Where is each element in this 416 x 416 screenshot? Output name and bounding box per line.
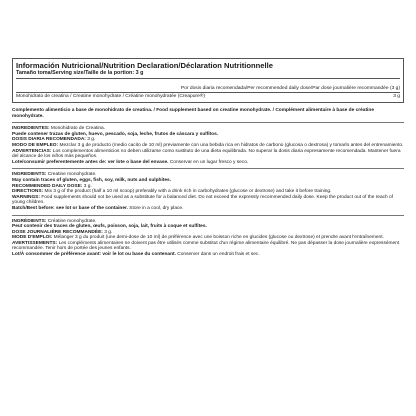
es-allergens: Puede contener trazas de gluten, huevo, pescado, soja, leche, frutos de cáscara y sulfitos. [12, 131, 219, 137]
fr-dose-heading: DOSE JOURNALIÈRE RECOMMANDÉE: [12, 229, 103, 235]
es-use-heading: MODO DE EMPLEO: [12, 142, 59, 148]
en-use: Mix 3 g of the product (half a 10 ml scoop) preferably with a drink rich in carbohydrates (glucose or dextrose) and take it before training. [43, 189, 332, 195]
es-dose: 3 g. [85, 137, 96, 143]
nutrient-row [16, 92, 400, 100]
fr-lot: Conserver dans un endroit frais et sec. [175, 252, 260, 258]
section-french [12, 215, 404, 258]
en-dose-heading: RECOMMENDED DAILY DOSE: [12, 183, 83, 189]
nutrient-value: 3 g [393, 94, 400, 99]
fr-warnings-heading: AVERTISSEMENTS: [12, 240, 58, 246]
nutrition-label [12, 58, 404, 258]
nutrition-title: Información Nutricional/Nutrition Declaration/Déclaration Nutritionnelle [16, 61, 273, 70]
fr-ingredients: Créatine monohydrate. [46, 218, 97, 224]
en-lot: Store in a cool, dry place. [127, 205, 184, 211]
es-lot-heading: Lote/consumir preferentemente antes de: ver lote o base del envase. [12, 159, 169, 165]
serving-size: Tamaño toma/Serving size/Taille de la portion: 3 g [16, 70, 400, 79]
en-use-heading: DIRECTIONS: [12, 189, 44, 195]
en-lot-heading: Batch/Best before: see lot or base of the container. [12, 205, 128, 211]
en-dose: 3 g. [82, 183, 92, 189]
nutrient-name: Monohidrato de creatina / Creatine monohydrate / Créatine monohydratée (Creapure®) [16, 94, 206, 99]
fr-allergens: Peut contenir des traces de gluten, œufs, poisson, soja, lait, fruits à coque et sulfites. [12, 224, 207, 230]
fr-use-heading: MODE D'EMPLOI: [12, 235, 53, 241]
section-english [12, 168, 404, 211]
en-warnings-heading: WARNINGS: [12, 194, 40, 200]
fr-use: Mélanger 3 g du produit (une demi-dose de 10 ml) de préférence avec une boisson riche en glucides (glucose ou dextrose) et prendre avant l'entraînement. [52, 235, 384, 241]
es-warnings: Los complementos alimenticios no deben utilizarse como sustituto de una dieta equilibrada. No superar la dosis diaria expresamente recomendada. Mantener fuera del alcance de los niños más pequeños. [12, 148, 401, 160]
es-dose-heading: DOSIS DIARIA RECOMENDADA: [12, 137, 86, 143]
fr-warnings: Les compléments alimentaires ne doivent pas être utilisés comme substitut d'un régime alimentaire équilibré. Ne pas dépasser la dose journalière expressément recommandée. Tenir hors de portée des jeunes enfants. [12, 240, 400, 252]
es-ingredients-heading: INGREDIENTES: [12, 126, 50, 132]
product-description [12, 108, 404, 119]
fr-lot-heading: Lot/À consommer de préférence avant: voir le lot ou base du contenant. [12, 252, 176, 258]
en-warnings: Food supplements should not be used as a substitute for a balanced diet. Do not exceed the expressly recommended daily dose. Keep the product out of the reach of young children. [12, 194, 394, 206]
section-spanish [12, 122, 404, 165]
fr-dose: 3 g. [102, 229, 113, 235]
en-ingredients: Creatine monohydrate. [46, 172, 97, 178]
per-dose-header: Por dosis diaria recomendada/Per recommended daily dose/Par dose journalière recommandée (3 g) [180, 86, 400, 91]
es-warnings-heading: ADVERTENCIAS: [12, 148, 52, 154]
en-allergens: May contain traces of gluten, eggs, fish, soy, milk, nuts and sulphites. [12, 177, 172, 183]
es-use: Mezclar 3 g de producto (medio cacito de 10 ml) previamente con una bebida rica en hidratos de carbono (glucosa o dextrosa) y tomarlo antes del entrenamiento. [58, 142, 404, 148]
es-ingredients: Monohidrato de Creatina. [49, 126, 106, 132]
en-ingredients-heading: INGREDIENTS: [12, 172, 47, 178]
fr-ingredients-heading: INGRÉDIENTS: [12, 218, 47, 224]
es-lot: Conservar en un lugar fresco y seco. [168, 159, 249, 165]
product-description-text: Complemento alimenticio a base de monohidrato de creatina. / Food supplement based on creatine monohydrate. / Complément alimentaire à base de créatine monohydrate. [12, 108, 374, 119]
nutrition-table [12, 58, 404, 103]
